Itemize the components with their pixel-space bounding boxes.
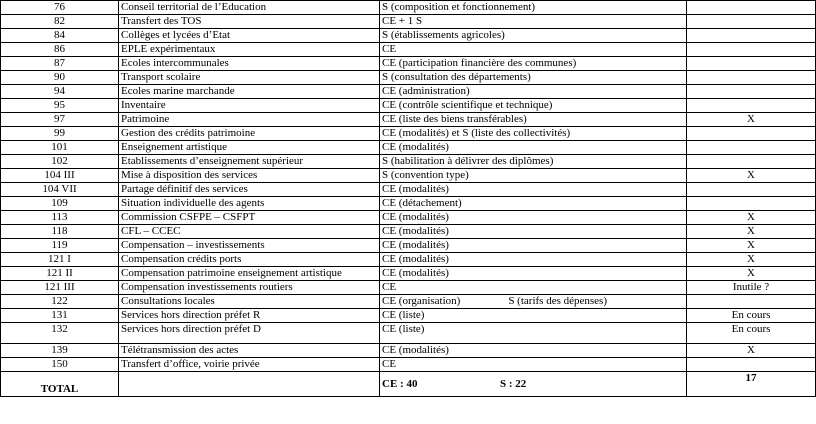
article-mark [687, 1, 816, 15]
article-title: Compensation investissements routiers [119, 281, 380, 295]
article-status [380, 225, 687, 239]
table-row [1, 309, 816, 323]
article-mark [687, 43, 816, 57]
table-row [1, 197, 816, 211]
article-mark: En cours [687, 323, 816, 344]
article-status [380, 43, 687, 57]
table-row [1, 295, 816, 309]
article-status [380, 71, 687, 85]
article-number: 86 [1, 43, 119, 57]
article-status [380, 141, 687, 155]
status-extra-text: S (tarifs des dépenses) [508, 295, 607, 307]
article-status [380, 57, 687, 71]
article-mark: X [687, 239, 816, 253]
article-mark: X [687, 253, 816, 267]
table-row [1, 344, 816, 358]
status-text: CE (modalités) [382, 183, 449, 195]
article-number: 121 II [1, 267, 119, 281]
article-status [380, 85, 687, 99]
article-mark: X [687, 211, 816, 225]
article-title: Enseignement artistique [119, 141, 380, 155]
table-body [1, 1, 816, 372]
article-title: Transfert d’office, voirie privée [119, 358, 380, 372]
article-number: 121 I [1, 253, 119, 267]
status-text: CE (modalités) et S (liste des collectivités) [382, 127, 571, 139]
article-mark: En cours [687, 309, 816, 323]
total-empty-cell [119, 372, 380, 397]
article-title: Compensation patrimoine enseignement artistique [119, 267, 380, 281]
table-row [1, 57, 816, 71]
status-text: S (composition et fonctionnement) [382, 1, 536, 13]
article-title: Conseil territorial de l’Education [119, 1, 380, 15]
article-number: 94 [1, 85, 119, 99]
status-text: CE (modalités) [382, 267, 449, 279]
article-mark: Inutile ? [687, 281, 816, 295]
article-number: 97 [1, 113, 119, 127]
status-text: CE (modalités) [382, 225, 449, 237]
article-number: 131 [1, 309, 119, 323]
article-title: Inventaire [119, 99, 380, 113]
status-text: CE (liste des biens transférables) [382, 113, 527, 125]
status-text: CE [382, 281, 397, 293]
status-text: CE (liste) [382, 323, 425, 335]
table-row [1, 253, 816, 267]
article-title: Gestion des crédits patrimoine [119, 127, 380, 141]
status-text: CE (modalités) [382, 141, 449, 153]
article-status [380, 253, 687, 267]
article-number: 82 [1, 15, 119, 29]
article-status [380, 155, 687, 169]
status-text: CE (participation financière des communes) [382, 57, 577, 69]
article-mark [687, 295, 816, 309]
article-mark [687, 155, 816, 169]
status-text: CE (administration) [382, 85, 470, 97]
article-title: CFL – CCEC [119, 225, 380, 239]
article-number: 95 [1, 99, 119, 113]
article-number: 118 [1, 225, 119, 239]
article-mark [687, 127, 816, 141]
article-mark [687, 29, 816, 43]
table-row [1, 141, 816, 155]
article-status [380, 323, 687, 344]
article-title: Situation individuelle des agents [119, 197, 380, 211]
total-row [1, 372, 816, 397]
table-row [1, 281, 816, 295]
table-row [1, 15, 816, 29]
article-status [380, 344, 687, 358]
table-row [1, 29, 816, 43]
table-row [1, 183, 816, 197]
article-status [380, 239, 687, 253]
table-row [1, 71, 816, 85]
status-text: S (habilitation à délivrer des diplômes) [382, 155, 554, 167]
table-row [1, 225, 816, 239]
article-mark: X [687, 267, 816, 281]
article-status [380, 183, 687, 197]
article-title: Ecoles intercommunales [119, 57, 380, 71]
article-status [380, 295, 687, 309]
table-row [1, 1, 816, 15]
status-text: CE [382, 358, 397, 370]
table-row [1, 358, 816, 372]
article-title: Patrimoine [119, 113, 380, 127]
article-status [380, 99, 687, 113]
table-row [1, 155, 816, 169]
table-row [1, 211, 816, 225]
article-status [380, 113, 687, 127]
table-row [1, 113, 816, 127]
article-title: Ecoles marine marchande [119, 85, 380, 99]
article-title: Services hors direction préfet R [119, 309, 380, 323]
status-text: CE + 1 S [382, 15, 423, 27]
article-status [380, 211, 687, 225]
article-number: 121 III [1, 281, 119, 295]
article-number: 76 [1, 1, 119, 15]
table-row [1, 127, 816, 141]
status-text: CE (modalités) [382, 344, 449, 356]
article-status [380, 1, 687, 15]
article-number: 132 [1, 323, 119, 344]
article-title: Collèges et lycées d’Etat [119, 29, 380, 43]
total-s: S : 22 [500, 377, 527, 390]
article-number: 104 VII [1, 183, 119, 197]
article-title: Transport scolaire [119, 71, 380, 85]
status-text: CE (modalités) [382, 253, 449, 265]
article-title: Compensation crédits ports [119, 253, 380, 267]
article-title: Commission CSFPE – CSFPT [119, 211, 380, 225]
article-title: EPLE expérimentaux [119, 43, 380, 57]
table-row [1, 239, 816, 253]
status-text: S (convention type) [382, 169, 469, 181]
article-title: Etablissements d’enseignement supérieur [119, 155, 380, 169]
article-number: 113 [1, 211, 119, 225]
article-number: 84 [1, 29, 119, 43]
article-mark [687, 71, 816, 85]
article-number: 109 [1, 197, 119, 211]
article-number: 99 [1, 127, 119, 141]
article-mark [687, 183, 816, 197]
article-number: 139 [1, 344, 119, 358]
article-status [380, 169, 687, 183]
article-title: Mise à disposition des services [119, 169, 380, 183]
table-row [1, 43, 816, 57]
status-text: CE [382, 43, 397, 55]
table-row [1, 85, 816, 99]
article-mark: X [687, 169, 816, 183]
article-number: 122 [1, 295, 119, 309]
article-mark [687, 15, 816, 29]
status-text: CE (détachement) [382, 197, 462, 209]
article-mark [687, 197, 816, 211]
article-mark [687, 85, 816, 99]
article-number: 101 [1, 141, 119, 155]
article-status [380, 127, 687, 141]
article-status [380, 15, 687, 29]
article-title: Services hors direction préfet D [119, 323, 380, 344]
article-number: 150 [1, 358, 119, 372]
status-text: S (établissements agricoles) [382, 29, 505, 41]
article-title: Compensation – investissements [119, 239, 380, 253]
article-status [380, 197, 687, 211]
article-mark: X [687, 225, 816, 239]
article-number: 119 [1, 239, 119, 253]
article-number: 102 [1, 155, 119, 169]
article-number: 104 III [1, 169, 119, 183]
article-status [380, 309, 687, 323]
article-title: Partage définitif des services [119, 183, 380, 197]
status-text: CE (modalités) [382, 239, 449, 251]
table-row [1, 267, 816, 281]
total-label: TOTAL [1, 372, 119, 397]
total-counts [380, 372, 687, 397]
article-mark [687, 99, 816, 113]
article-title: Transfert des TOS [119, 15, 380, 29]
status-text: CE (liste) [382, 309, 425, 321]
article-status [380, 281, 687, 295]
article-mark [687, 57, 816, 71]
article-title: Consultations locales [119, 295, 380, 309]
article-title: Télétransmission des actes [119, 344, 380, 358]
table-row [1, 99, 816, 113]
status-text: CE (organisation) [382, 295, 461, 307]
status-text: CE (modalités) [382, 211, 449, 223]
table-row [1, 323, 816, 344]
article-mark: X [687, 344, 816, 358]
article-status [380, 267, 687, 281]
article-mark [687, 141, 816, 155]
article-status [380, 29, 687, 43]
table-row [1, 169, 816, 183]
article-status [380, 358, 687, 372]
article-mark: X [687, 113, 816, 127]
status-text: S (consultation des départements) [382, 71, 531, 83]
article-number: 90 [1, 71, 119, 85]
article-number: 87 [1, 57, 119, 71]
status-text: CE (contrôle scientifique et technique) [382, 99, 553, 111]
article-mark [687, 358, 816, 372]
total-count: 17 [687, 372, 816, 397]
total-ce: CE : 40 [382, 377, 418, 390]
